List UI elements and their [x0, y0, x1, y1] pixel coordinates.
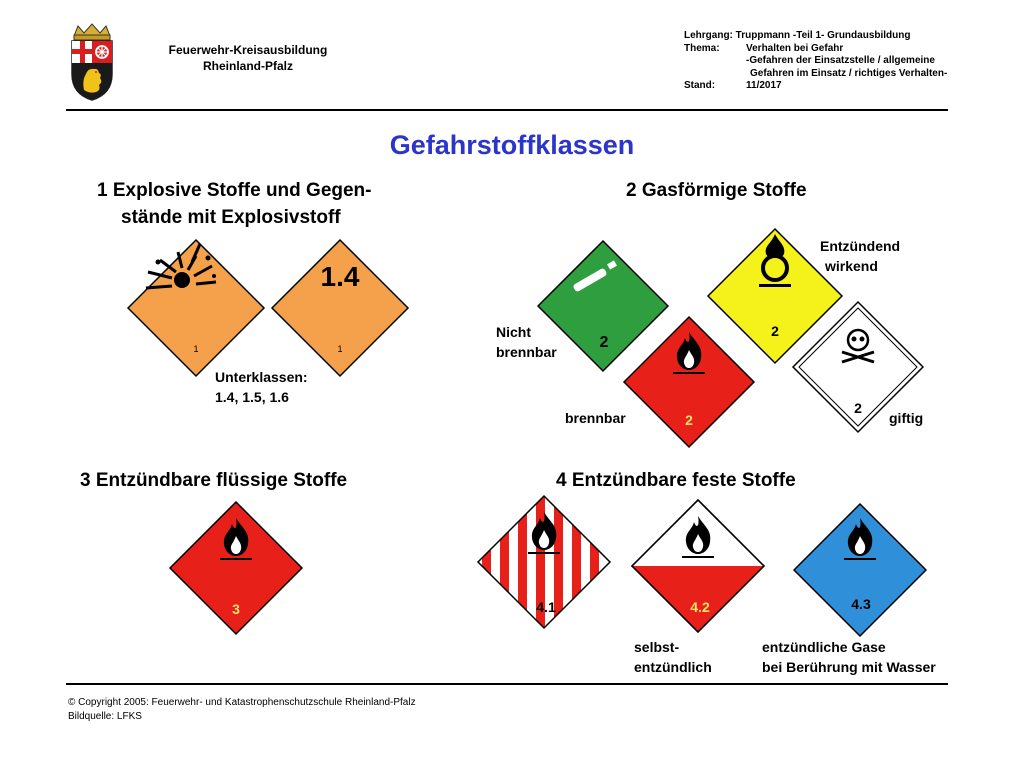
water-reactive-line-1: entzündliche Gase: [762, 639, 886, 655]
self-igniting-line-2: entzündlich: [634, 659, 712, 675]
non-flammable-line-1: Nicht: [496, 324, 531, 340]
dangerous-when-wet-placard: [794, 504, 926, 636]
section-3-heading: 3 Entzündbare flüssige Stoffe: [80, 470, 348, 491]
flammable-solid-placard: [478, 496, 610, 628]
subclasses-label: [215, 367, 308, 407]
oxidizing-line-1: Entzündend: [820, 238, 901, 254]
topic-value-2: -Gefahren der Einsatzstelle / allgemeine: [746, 55, 935, 66]
toxic-label: giftig: [889, 410, 924, 426]
self-igniting-line-1: selbst-: [634, 639, 680, 655]
division-1-4-text: 1.4: [320, 261, 360, 292]
date-key: Stand:: [684, 80, 716, 91]
org-line-1: Feuerwehr-Kreisausbildung: [168, 43, 328, 57]
oxidizing-gas-class-number: 2: [771, 323, 779, 339]
date-value: 11/2017: [746, 80, 782, 91]
flammable-gas-class-number: 2: [685, 412, 693, 428]
self-igniting-label: [634, 637, 712, 677]
footer: [68, 696, 416, 724]
non-flammable-gas-class-number: 2: [599, 334, 609, 351]
explosive-1-4-placard: [272, 240, 408, 376]
spontaneous-combustion-class-number: 4.2: [690, 599, 710, 615]
toxic-gas-class-number: 2: [854, 400, 862, 416]
subclasses-line-2: 1.4, 1.5, 1.6: [215, 389, 289, 405]
flammable-gas-placard: [624, 317, 754, 447]
non-flammable-gas-placard: [538, 241, 668, 371]
course-key: Lehrgang:: [684, 30, 733, 41]
water-reactive-label: [762, 637, 936, 677]
non-flammable-label: [496, 322, 557, 362]
topic-value-1: Verhalten bei Gefahr: [746, 42, 844, 54]
section-1-line-2: stände mit Explosivstoff: [121, 207, 341, 228]
dangerous-when-wet-class-number: 4.3: [851, 596, 871, 612]
org-line-2: Rheinland-Pfalz: [202, 59, 293, 73]
oxidizing-line-2: wirkend: [825, 258, 878, 274]
explosive-placard: [128, 240, 264, 376]
course-value: Truppmann -Teil 1- Grundausbildung: [735, 30, 911, 41]
section-4-heading: 4 Entzündbare feste Stoffe: [556, 470, 796, 491]
section-1-line-1: 1 Explosive Stoffe und Gegen-: [97, 180, 372, 201]
oxidizing-label: [820, 236, 900, 276]
non-flammable-line-2: brennbar: [496, 344, 557, 360]
page-title: Gefahrstoffklassen: [389, 130, 635, 160]
subclasses-line-1: Unterklassen:: [215, 369, 308, 385]
flammable-solid-class-number: 4.1: [536, 599, 556, 615]
flammable-liquid-class-number: 3: [232, 601, 240, 617]
topic-value-3: Gefahren im Einsatz / richtiges Verhalten-: [750, 67, 948, 79]
flammable-liquid-placard: [170, 502, 302, 634]
spontaneously-combustible-placard: [632, 500, 764, 632]
flammable-label: brennbar: [565, 410, 626, 426]
image-source-text: Bildquelle: LFKS: [68, 711, 142, 722]
topic-key: Thema:: [684, 42, 720, 54]
section-2-heading: 2 Gasförmige Stoffe: [626, 180, 807, 201]
copyright-text: © Copyright 2005: Feuerwehr- und Katastrophenschutzschule Rheinland-Pfalz: [68, 697, 416, 708]
water-reactive-line-2: bei Berührung mit Wasser: [762, 659, 936, 675]
footer-divider: [66, 683, 948, 685]
explosive-class-number: 1: [193, 344, 199, 354]
division-1-4-class-number: 1: [337, 344, 343, 354]
